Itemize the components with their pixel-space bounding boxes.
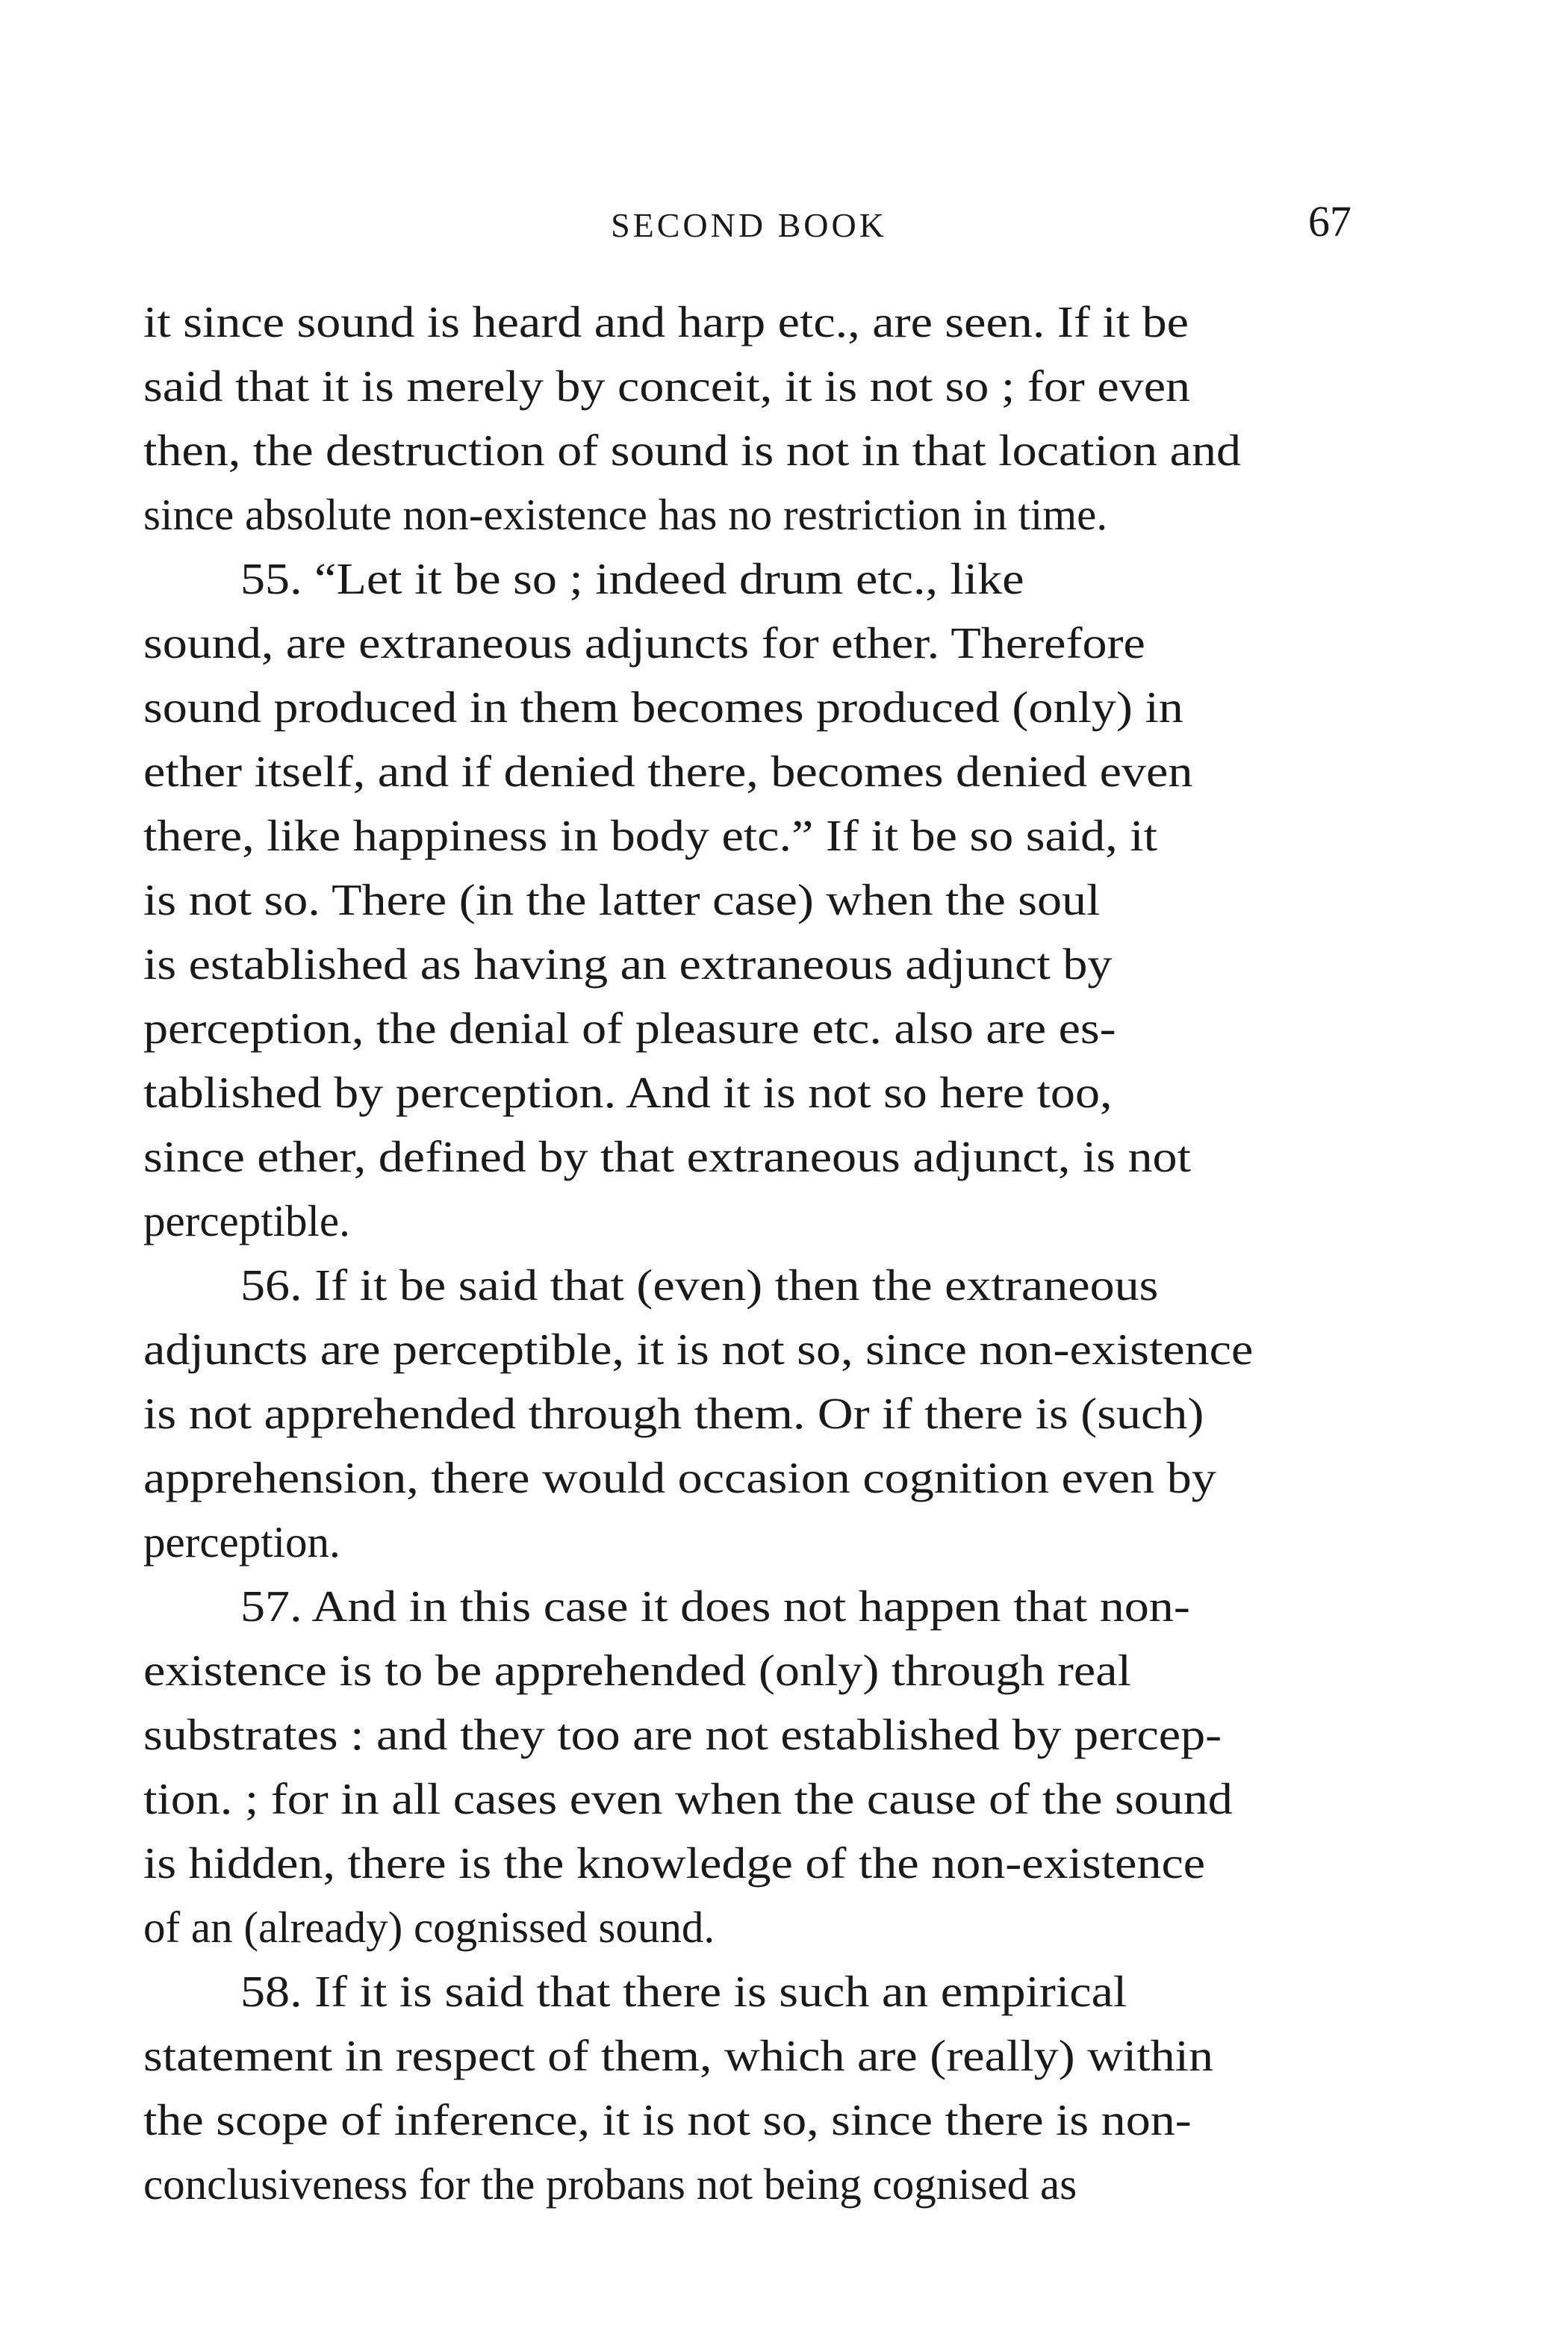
line-text: is not so. There (in the latter case) when the soul xyxy=(143,875,1101,924)
text-line xyxy=(143,1060,1351,1124)
line-text: is established as having an extraneous adjunct by xyxy=(143,939,1113,989)
line-text: adjuncts are perceptible, it is not so, since non-existence xyxy=(143,1325,1254,1374)
line-text: of an (already) cognissed sound. xyxy=(143,1903,715,1952)
text-line xyxy=(143,1767,1351,1831)
line-text: 56. If it be said that (even) then the extraneous xyxy=(240,1260,1159,1310)
line-text: substrates : and they too are not established by percep- xyxy=(143,1710,1222,1759)
line-text: perception, the denial of pleasure etc. also are es- xyxy=(143,1004,1116,1053)
text-line xyxy=(143,1574,1351,1638)
running-head: SECOND BOOK xyxy=(611,206,887,244)
line-text: perceptible. xyxy=(143,1196,350,1245)
line-text: since ether, defined by that extraneous adjunct, is not xyxy=(143,1132,1191,1181)
page-header xyxy=(146,196,1351,255)
text-line xyxy=(143,1638,1351,1702)
line-text: 55. “Let it be so ; indeed drum etc., like xyxy=(240,554,1024,603)
page-number: 67 xyxy=(1308,197,1351,246)
text-line xyxy=(143,868,1351,932)
text-line xyxy=(143,547,1351,611)
line-text: 58. If it is said that there is such an empirical xyxy=(240,1967,1127,2016)
body-text xyxy=(143,290,1351,2216)
text-line xyxy=(143,2023,1351,2088)
text-line xyxy=(143,290,1351,354)
text-line xyxy=(143,1124,1351,1189)
line-text: then, the destruction of sound is not in that location and xyxy=(143,426,1242,475)
line-text: statement in respect of them, which are (really) within xyxy=(143,2031,1214,2080)
text-line xyxy=(143,1189,1351,1253)
text-line xyxy=(143,1381,1351,1446)
text-line xyxy=(143,1831,1351,1895)
text-line xyxy=(143,675,1351,739)
text-line xyxy=(143,1317,1351,1381)
line-text: there, like happiness in body etc.” If it be so said, it xyxy=(143,811,1157,860)
text-line xyxy=(143,418,1351,482)
text-line xyxy=(143,1702,1351,1767)
line-text: tablished by perception. And it is not so here too, xyxy=(143,1068,1113,1117)
line-text: tion. ; for in all cases even when the cause of the sound xyxy=(143,1774,1233,1823)
line-text: perception. xyxy=(143,1517,340,1567)
text-line xyxy=(143,739,1351,803)
text-line xyxy=(143,611,1351,675)
text-line xyxy=(143,1510,1351,1574)
line-text: 57. And in this case it does not happen that non- xyxy=(240,1581,1190,1631)
line-text: said that it is merely by conceit, it is not so ; for even xyxy=(143,361,1191,411)
text-line xyxy=(143,1446,1351,1510)
line-text: is hidden, there is the knowledge of the non-existence xyxy=(143,1838,1206,1888)
line-text: conclusiveness for the probans not being cognised as xyxy=(143,2159,1077,2209)
text-line xyxy=(143,803,1351,868)
text-line xyxy=(143,2088,1351,2152)
text-line xyxy=(143,1959,1351,2023)
line-text: sound produced in them becomes produced (only) in xyxy=(143,682,1183,732)
line-text: since absolute non-existence has no restriction in time. xyxy=(143,490,1108,539)
line-text: sound, are extraneous adjuncts for ether. Therefore xyxy=(143,618,1145,668)
text-line xyxy=(143,1895,1351,1959)
text-line xyxy=(143,932,1351,996)
line-text: is not apprehended through them. Or if there is (such) xyxy=(143,1389,1204,1438)
line-text: it since sound is heard and harp etc., are seen. If it be xyxy=(143,297,1189,346)
text-line xyxy=(143,996,1351,1060)
text-line xyxy=(143,1253,1351,1317)
text-line xyxy=(143,482,1351,547)
line-text: apprehension, there would occasion cognition even by xyxy=(143,1453,1216,1502)
line-text: the scope of inference, it is not so, since there is non- xyxy=(143,2095,1192,2144)
text-line xyxy=(143,2152,1351,2216)
line-text: existence is to be apprehended (only) through real xyxy=(143,1646,1131,1695)
text-line xyxy=(143,354,1351,418)
line-text: ether itself, and if denied there, becomes denied even xyxy=(143,747,1193,796)
